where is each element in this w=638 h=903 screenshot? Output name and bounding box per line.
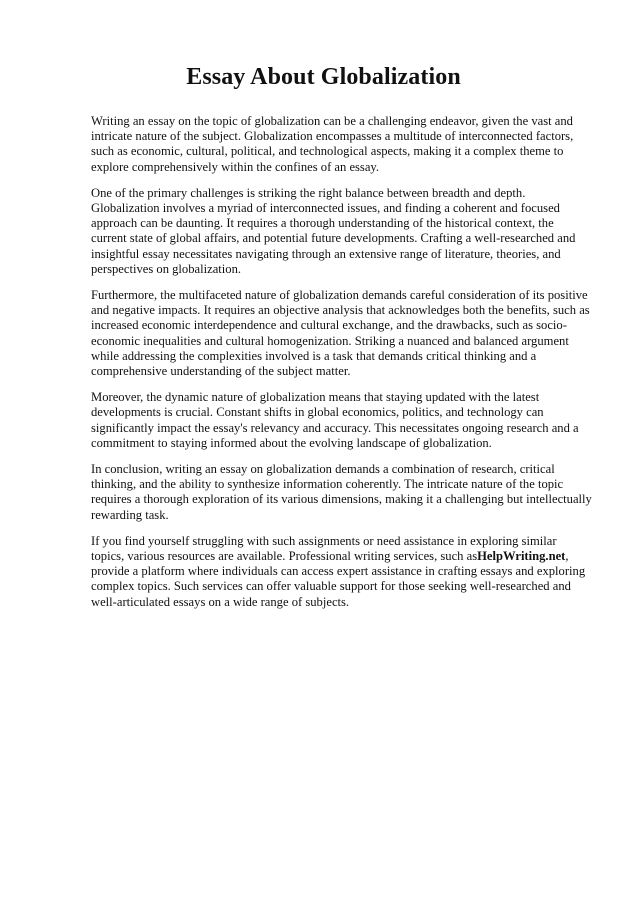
paragraph-impacts: Furthermore, the multifaceted nature of globalization demands careful consideration of its positive and negative impacts. It requires an objective analysis that acknowledges both the benefits, such as increased economic interdependence and cultural exchange, and the drawbacks, such as socio-economic inequalities and cultural homogenization. Striking a nuanced and balanced argument while addressing the complexities involved is a task that demands critical thinking and a comprehensive understanding of the subject matter. <box>91 288 590 379</box>
paragraph-resources <box>91 534 592 610</box>
helpwriting-link[interactable]: HelpWriting.net <box>477 549 566 564</box>
resources-text-after: , provide a platform where individuals can access expert assistance in crafting essays and exploring complex topics. Such services can offer valuable support for those seeking well-researched and well-articulated essays on a wide range of subjects. <box>91 549 586 609</box>
paragraph-intro: Writing an essay on the topic of globalization can be a challenging endeavor, given the vast and intricate nature of the subject. Globalization encompasses a multitude of interconnected factors, such as economic, cultural, political, and technological aspects, making it a complex theme to explore comprehensively within the confines of an essay. <box>91 114 574 174</box>
document-title: Essay About Globalization <box>186 64 461 90</box>
resources-text-before: If you find yourself struggling with such assignments or need assistance in exploring similar topics, various resources are available. Professional writing services, such as <box>91 533 557 564</box>
paragraph-conclusion: In conclusion, writing an essay on globalization demands a combination of research, critical thinking, and the ability to synthesize information coherently. The intricate nature of the topic requires a thorough exploration of its various dimensions, making it a challenging but intellectually rewarding task. <box>91 462 592 522</box>
paragraph-dynamic-nature: Moreover, the dynamic nature of globalization means that staying updated with the latest developments is crucial. Constant shifts in global economics, politics, and technology can significantly impact the essay's relevancy and accuracy. This necessitates ongoing research and a commitment to staying informed about the evolving landscape of globalization. <box>91 390 579 450</box>
paragraph-challenges: One of the primary challenges is striking the right balance between breadth and depth. Globalization involves a myriad of interconnected issues, and finding a coherent and focused approach can be daunting. It requires a thorough understanding of the historical context, the current state of global affairs, and potential future developments. Crafting a well-researched and insightful essay necessitates navigating through an extensive range of literature, theories, and perspectives on globalization. <box>91 185 576 276</box>
